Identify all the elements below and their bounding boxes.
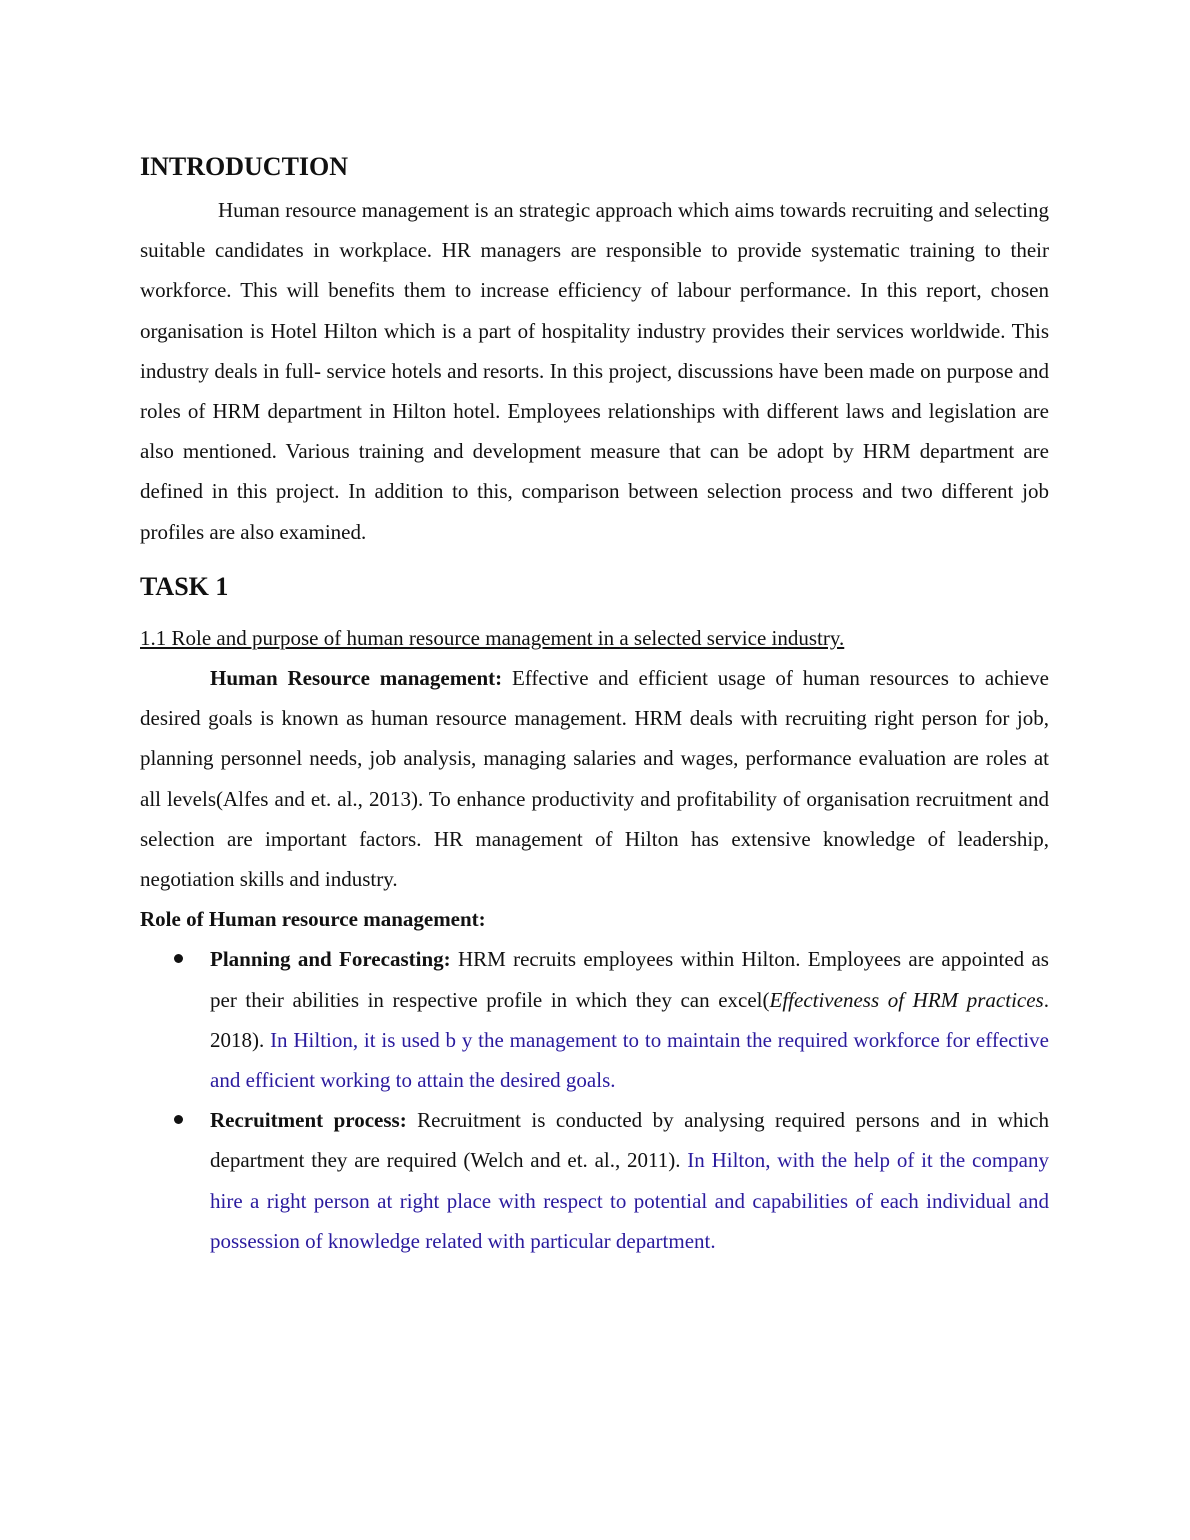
bullet-label: Recruitment process: bbox=[210, 1108, 407, 1133]
list-item bbox=[140, 1100, 1049, 1261]
introduction-paragraph: Human resource management is an strategic approach which aims towards recruiting and selecting suitable candidates in workplace. HR managers are responsible to provide systematic training to their workforce. This will benefits them to increase efficiency of labour performance. In this report, chosen organisation is Hotel Hilton which is a part of hospitality industry provides their services worldwide. This industry deals in full- service hotels and resorts. In this project, discussions have been made on purpose and roles of HRM department in Hilton hotel. Employees relationships with different laws and legislation are also mentioned. Various training and development measure that can be adopt by HRM department are defined in this project. In addition to this, comparison between selection process and two different job profiles are also examined. bbox=[140, 198, 1049, 544]
role-heading: Role of Human resource management: bbox=[140, 907, 486, 932]
bullet-highlight-text: In Hilton, with the help of it the company hire a right person at right place with respect to potential and capabilities of each individual and possession of knowledge related with particular department. bbox=[210, 1148, 1049, 1253]
bullet-citation-italic: Effectiveness of HRM practices bbox=[769, 987, 1044, 1012]
bullet-label: Planning and Forecasting: bbox=[210, 947, 451, 972]
task-1-heading: TASK 1 bbox=[140, 571, 229, 601]
bullet-text-after: . 2018). bbox=[210, 987, 1049, 1052]
bullet-highlight-text: In Hiltion, it is used b y the management to to maintain the required workforce for effective and efficient working to attain the desired goals. bbox=[210, 1027, 1049, 1093]
bullet-text: Recruitment is conducted by analysing required persons and in which department they are required (Welch and et. al., 2011). bbox=[210, 1108, 1049, 1173]
bullet-paragraph-recruitment bbox=[210, 1100, 1049, 1261]
hrm-definition-paragraph bbox=[140, 658, 1049, 899]
document-content bbox=[140, 148, 1049, 1261]
list-item bbox=[140, 939, 1049, 1100]
role-bullet-list bbox=[140, 939, 1049, 1261]
hrm-definition-label: Human Resource management: bbox=[210, 666, 503, 691]
hrm-definition-text: Effective and efficient usage of human resources to achieve desired goals is known as human resource management. HRM deals with recruiting right person for job, planning personnel needs, job analysis, managing salaries and wages, performance evaluation are roles at all levels(Alfes and et. al., 2013). To enhance productivity and profitability of organisation recruitment and selection are important factors. HR management of Hilton has extensive knowledge of leadership, negotiation skills and industry. bbox=[140, 666, 1049, 892]
section-1-1-heading: 1.1 Role and purpose of human resource management in a selected service industry. bbox=[140, 625, 845, 650]
introduction-heading: INTRODUCTION bbox=[140, 152, 349, 181]
bullet-text: HRM recruits employees within Hilton. Employees are appointed as per their abilities in respective profile in which they can excel( bbox=[210, 947, 1049, 1012]
bullet-icon bbox=[174, 954, 183, 963]
bullet-icon bbox=[174, 1115, 183, 1124]
bullet-paragraph-planning bbox=[210, 939, 1049, 1100]
